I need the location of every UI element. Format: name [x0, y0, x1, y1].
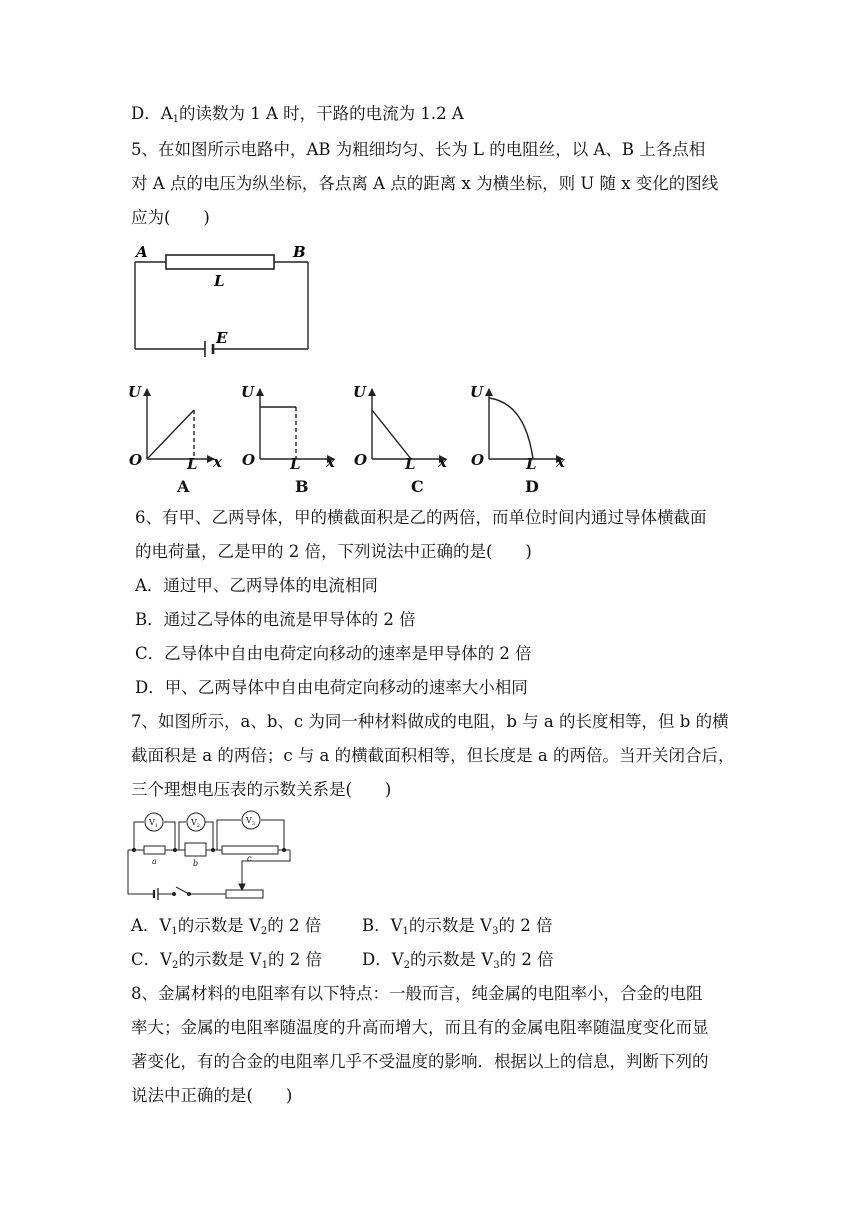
q7-text-line-3: 三个理想电压表的示数关系是( )	[131, 780, 392, 799]
circuit-label-e: E	[216, 329, 228, 347]
resistor-a	[144, 846, 165, 854]
graph-b-l-label: L	[290, 455, 301, 473]
resistor-b-label: b	[193, 859, 199, 868]
graph-d-u-label: U	[470, 383, 484, 401]
q8-text-line-1: 8、金属材料的电阻率有以下特点：一般而言，纯金属的电阻率小，合金的电阻	[131, 984, 703, 1003]
q4-option-d: D．$A_1$的读数为 1 A 时，干路的电流为 1.2 A	[131, 104, 464, 125]
graph-c-curve	[372, 410, 411, 459]
graph-d-o-label: O	[471, 451, 485, 469]
graph-d-l-label: L	[526, 455, 537, 473]
graph-c	[372, 389, 446, 459]
q5-text-line-3: 应为( )	[131, 208, 210, 227]
q8-text-line-3: 著变化，有的合金的电阻率几乎不受温度的影响．根据以上的信息，判断下列的	[131, 1052, 709, 1071]
q7-circuit-diagram	[122, 808, 302, 900]
graph-a	[147, 389, 214, 459]
q5-circuit-diagram	[120, 240, 320, 360]
graph-b	[260, 389, 334, 459]
q7-text-line-1: 7、如图所示，a、b、c 为同一种材料做成的电阻，b 与 a 的长度相等，但 b 的横	[131, 712, 729, 731]
q7-option-d: D．$V_2$的示数是 $V_3$的 2 倍	[362, 950, 554, 971]
q6-option-c: C．乙导体中自由电荷定向移动的速率是甲导体的 2 倍	[135, 644, 532, 663]
graph-c-o-label: O	[354, 451, 368, 469]
svg-text:V3: $V_3$	[246, 816, 255, 827]
q6-option-b: B．通过乙导体的电流是甲导体的 2 倍	[135, 610, 416, 629]
v3-label: V	[246, 816, 252, 825]
svg-text:V2: $V_2$	[191, 818, 200, 829]
graph-c-l-label: L	[405, 455, 416, 473]
graph-d	[489, 389, 563, 459]
graph-a-caption: A	[177, 477, 190, 496]
v2-label: V	[191, 818, 197, 827]
v1-label: V	[149, 818, 155, 827]
circuit-label-b: B	[293, 243, 306, 261]
q8-text-line-4: 说法中正确的是( )	[131, 1086, 293, 1105]
q6-text-line-2: 的电荷量，乙是甲的 2 倍，下列说法中正确的是( )	[135, 542, 532, 561]
q6-option-d: D．甲、乙两导体中自由电荷定向移动的速率大小相同	[135, 678, 528, 697]
graph-d-curve	[489, 398, 533, 459]
resistor-c	[222, 846, 278, 854]
graph-a-u-label: U	[128, 383, 142, 401]
graph-b-x-label: x	[326, 453, 335, 471]
graph-c-caption: C	[411, 477, 424, 496]
graph-d-caption: D	[525, 477, 539, 496]
q8-text-line-2: 率大；金属的电阻率随温度的升高而增大，而且有的金属电阻率随温度变化而显	[131, 1018, 709, 1037]
graph-c-u-label: U	[353, 383, 367, 401]
q6-option-a: A．通过甲、乙两导体的电流相同	[135, 576, 378, 595]
q5-answer-graphs	[120, 375, 590, 500]
circuit-label-l: L	[214, 272, 225, 290]
q7-option-a: A．$V_1$的示数是 $V_2$的 2 倍	[131, 916, 322, 937]
graph-b-o-label: O	[242, 451, 256, 469]
resistor-c-label: c	[247, 854, 252, 863]
graph-a-curve	[147, 410, 194, 459]
graph-a-x-label: x	[213, 453, 222, 471]
graph-b-caption: B	[295, 477, 309, 496]
q7-text-line-2: 截面积是 a 的两倍；c 与 a 的横截面积相等，但长度是 a 的两倍。当开关闭合后，	[131, 746, 735, 765]
q5-text-line-2: 对 A 点的电压为纵坐标，各点离 A 点的距离 x 为横坐标，则 U 随 x 变化的图线	[131, 174, 719, 193]
graph-a-l-label: L	[187, 455, 198, 473]
resistor-b	[185, 843, 206, 856]
resistance-wire-ab	[166, 255, 274, 269]
resistor-a-label: a	[152, 857, 157, 866]
rheostat	[226, 890, 263, 898]
graph-d-x-label: x	[556, 453, 565, 471]
q7-option-b: B．$V_1$的示数是 $V_3$的 2 倍	[362, 916, 553, 937]
switch-icon	[176, 887, 189, 894]
q5-text-line-1: 5、在如图所示电路中，AB 为粗细均匀、长为 L 的电阻丝，以 A、B 上各点相	[131, 140, 706, 159]
q6-text-line-1: 6、有甲、乙两导体，甲的横截面积是乙的两倍，而单位时间内通过导体横截面	[135, 508, 707, 527]
graph-a-o-label: O	[129, 451, 143, 469]
svg-text:V1: $V_1$	[149, 818, 158, 829]
graph-c-x-label: x	[438, 453, 447, 471]
graph-b-u-label: U	[241, 383, 255, 401]
circuit-label-a: A	[136, 243, 148, 261]
q7-option-c: C．$V_2$的示数是 $V_1$的 2 倍	[131, 950, 322, 971]
